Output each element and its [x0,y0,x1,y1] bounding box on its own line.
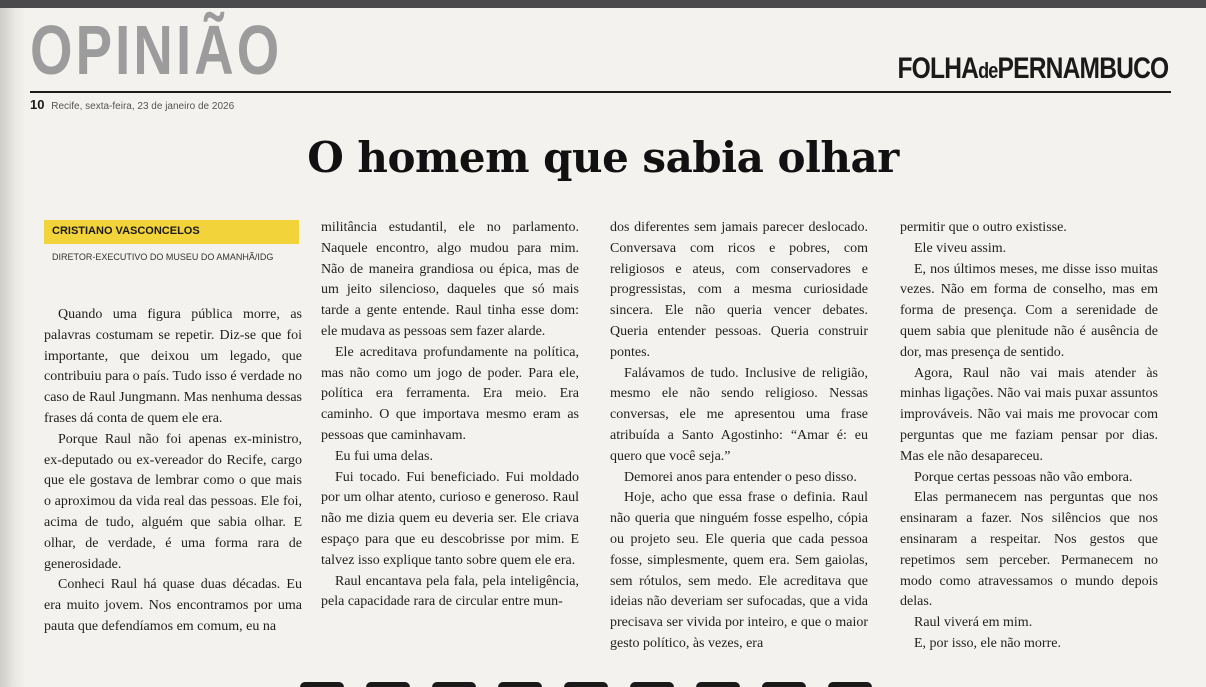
page-fold-shadow [0,8,26,687]
paragraph: Raul encantava pela fala, pela inteligência, pela capacidade rara de circular entre mun- [321,573,579,610]
paragraph: Demorei anos para entender o peso disso. [624,469,857,485]
paragraph: E, nos últimos meses, me disse isso muitas vezes. Não em forma de conselho, mas em forma de presença. Com a serenidade de quem sabia que plenitude não é ausência de dor, mas presença de sentido. [900,261,1158,360]
author-role: DIRETOR-EXECUTIVO DO MUSEU DO AMANHÃ/IDG [52,252,274,262]
paragraph: Hoje, acho que essa frase o definia. Raul não queria que ninguém fosse espelho, cópia ou projeto seu. Ele queria que cada pessoa fosse, simplesmente, quem era. Sem gaiolas, sem rótulos, sem medo. Ele acreditava que ideias não deveriam ser sufocadas, que a vida precisava ser vivida por inteiro, e que o maior gesto político, às vezes, era [610,490,868,651]
paragraph: Ele viveu assim. [914,240,1007,256]
paragraph: Falávamos de tudo. Inclusive de religião, mesmo ele não sendo religioso. Nessas conversas, ele me apresentou uma frase atribuída a Santo Agostinho: “Amar é: eu quero que você seja.” [610,365,868,464]
masthead-part-2: de [977,58,998,83]
top-bar [0,0,1206,8]
masthead-part-1: FOLHA [897,52,978,85]
newspaper-masthead [897,52,1168,88]
article-column-1 [44,305,302,638]
section-title: OPINIÃO [30,11,283,89]
article-column-3 [610,218,868,655]
article-column-4 [900,218,1158,655]
paragraph: dos diferentes sem jamais parecer deslocado. Conversava com ricos e pobres, com religiosos e ateus, com conservadores e progressistas, com a mesma curiosidade sincera. Ele não queria vencer debates. Queria entender pessoas. Queria construir pontes. [610,220,868,360]
paragraph: Eu fui uma delas. [335,448,433,464]
paragraph: E, por isso, ele não morre. [914,635,1061,651]
paragraph: permitir que o outro existisse. [900,220,1067,235]
paragraph: Elas permanecem nas perguntas que nos ensinaram a fazer. Nos silêncios que nos ensinaram a respeitar. Nos gestos que repetimos sem perceber. Permanecem no modo como atravessamos o mundo depois delas. [900,490,1158,610]
masthead-part-3: PERNAMBUCO [997,52,1168,85]
paragraph: militância estudantil, ele no parlamento. Naquele encontro, algo mudou para mim. Não de maneira grandiosa ou épica, mas de um jeito silencioso, daqueles que só mais tarde a gente entende. Raul tinha esse dom: ele mudava as pessoas sem fazer alarde. [321,220,579,339]
header-rule [30,91,1171,93]
article-headline: O homem que sabia olhar [307,133,899,182]
author-name: CRISTIANO VASCONCELOS [52,225,200,237]
paragraph: Porque certas pessoas não vão embora. [914,469,1133,485]
paragraph: Fui tocado. Fui beneficiado. Fui moldado por um olhar atento, curioso e generoso. Raul não me dizia quem eu deveria ser. Ele criava espaço para que eu descobrisse por mim. E talvez isso explique tanto sobre quem ele era. [321,469,579,568]
paragraph: Conheci Raul há quase duas décadas. Eu era muito jovem. Nos encontramos por uma pauta que defendíamos em comum, eu na [44,577,302,634]
page-number: 10 [30,97,45,112]
paragraph: Quando uma figura pública morre, as palavras costumam se repetir. Diz-se que foi importante, que deixou um legado, que contribuiu para o país. Tudo isso é verdade no caso de Raul Jungmann. Mas nenhuma dessas frases dá conta de quem ele era. [44,307,302,426]
dateline [30,97,234,112]
paragraph: Raul viverá em mim. [914,615,1033,631]
paragraph: Agora, Raul não vai mais atender às minhas ligações. Não vai mais puxar assuntos improváveis. Não vai mais me provocar com perguntas que me faziam pensar por dias. Mas ele não desapareceu. [900,365,1158,464]
article-column-2 [321,218,579,613]
cut-off-next-headline [300,678,920,687]
date-text: Recife, sexta-feira, 23 de janeiro de 2026 [51,101,235,112]
paragraph: Ele acreditava profundamente na política, mas não como um jogo de poder. Para ele, política era ferramenta. Era meio. Era caminho. O que importava mesmo eram as pessoas que caminhavam. [321,344,579,443]
paragraph: Porque Raul não foi apenas ex-ministro, ex-deputado ou ex-vereador do Recife, cargo que ele gostava de lembrar como o que mais o aproximou da vida real das pessoas. Ele foi, acima de tudo, alguém que sabia olhar. E olhar, de verdade, é uma forma rara de generosidade. [44,431,302,572]
